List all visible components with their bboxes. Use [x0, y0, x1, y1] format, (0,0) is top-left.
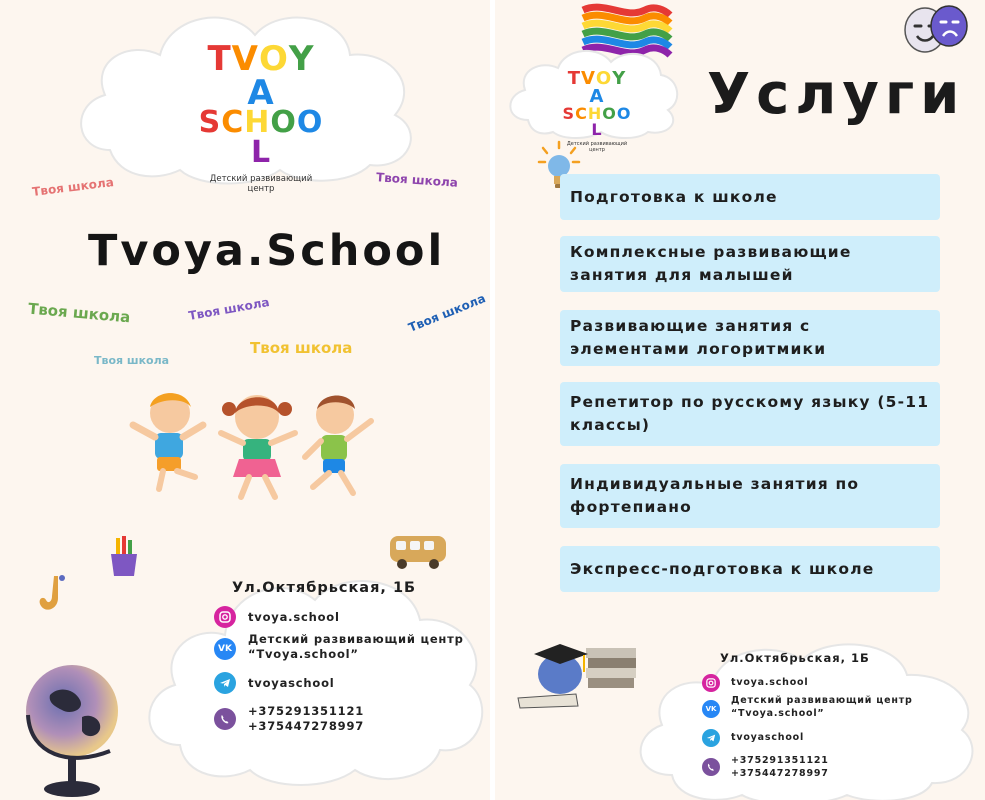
- logo-subtitle: Детский развивающий центр: [209, 174, 313, 194]
- telegram-contact[interactable]: [702, 729, 804, 747]
- instagram-icon: [214, 606, 236, 628]
- vk-contact[interactable]: [214, 632, 464, 662]
- service-label: Подготовка к школе: [570, 187, 778, 206]
- service-label: Комплексные развивающие: [570, 243, 852, 261]
- kids-illustration: [125, 385, 385, 505]
- telegram-contact[interactable]: [214, 672, 335, 694]
- address-text: Ул.Октябрьская, 1Б: [720, 651, 870, 665]
- service-label: Репетитор по русскому языку (5-11: [570, 393, 930, 411]
- tag-text: Твоя школа: [250, 339, 353, 357]
- logo-line2: SCHOOL: [198, 105, 324, 170]
- tag-text: Твоя школа: [27, 299, 132, 327]
- instagram-icon: [702, 674, 720, 692]
- service-label: классы): [570, 416, 651, 434]
- phone-number: +375447278997: [248, 719, 365, 733]
- vk-icon: VK: [702, 700, 720, 718]
- theater-masks-icon: [899, 2, 973, 56]
- tag-text: Твоя школа: [375, 170, 459, 190]
- phone-number: +375291351121: [248, 704, 365, 718]
- tag-text: Твоя школа: [94, 354, 170, 367]
- globe-icon: [20, 655, 130, 800]
- telegram-icon: [214, 672, 236, 694]
- address-text: Ул.Октябрьская, 1Б: [232, 580, 417, 596]
- service-item[interactable]: [560, 174, 940, 220]
- telegram-icon: [702, 729, 720, 747]
- logo-line1: TVOYA: [207, 39, 315, 113]
- service-label: Развивающие занятия с: [570, 317, 811, 335]
- vk-name-line1: Детский развивающий центр: [248, 632, 464, 646]
- service-item[interactable]: [560, 546, 940, 592]
- vk-contact[interactable]: [702, 694, 913, 720]
- instagram-handle: tvoya.school: [731, 677, 809, 688]
- viber-contact[interactable]: [214, 704, 364, 734]
- telegram-handle: tvoyaschool: [731, 732, 805, 743]
- instagram-handle: tvoya.school: [248, 610, 340, 624]
- service-item[interactable]: [560, 382, 940, 446]
- phone-number: +375291351121: [731, 755, 829, 766]
- logo-subtitle: Детский развивающий центр: [566, 141, 628, 153]
- service-item[interactable]: [560, 236, 940, 292]
- instagram-contact[interactable]: [214, 606, 340, 628]
- phone-number: +375447278997: [731, 768, 829, 779]
- left-flyer: [0, 0, 490, 800]
- service-label: Индивидуальные занятия по: [570, 475, 860, 493]
- vk-name-line2: “Tvoya.school”: [731, 708, 825, 719]
- tag-text: Твоя школа: [406, 291, 488, 335]
- service-label: фортепиано: [570, 498, 693, 516]
- viber-icon: [702, 758, 720, 776]
- telegram-handle: tvoyaschool: [248, 676, 335, 690]
- service-item[interactable]: [560, 310, 940, 366]
- instagram-contact[interactable]: [702, 674, 808, 692]
- service-item[interactable]: [560, 464, 940, 528]
- services-title: Услуги: [707, 62, 966, 127]
- service-label: элементами логоритмики: [570, 340, 827, 358]
- logo-line1: TVOYA: [567, 68, 627, 107]
- viber-contact[interactable]: [702, 754, 829, 780]
- service-label: Экспресс-подготовка к школе: [570, 559, 875, 578]
- books-icon: [516, 640, 642, 710]
- vk-name-line1: Детский развивающий центр: [731, 695, 913, 706]
- vk-icon: VK: [214, 638, 236, 660]
- tag-text: Твоя школа: [187, 294, 271, 324]
- service-label: занятия для малышей: [570, 266, 794, 284]
- brand-logo: [196, 39, 326, 194]
- viber-icon: [214, 708, 236, 730]
- tag-text: Твоя школа: [31, 175, 115, 199]
- brand-title: Tvoya.School: [88, 226, 446, 276]
- logo-line2: SCHOOL: [562, 104, 632, 139]
- saxophone-icon: [32, 572, 72, 616]
- pencil-cup-icon: [108, 536, 140, 578]
- vk-name-line2: “Tvoya.school”: [248, 647, 359, 661]
